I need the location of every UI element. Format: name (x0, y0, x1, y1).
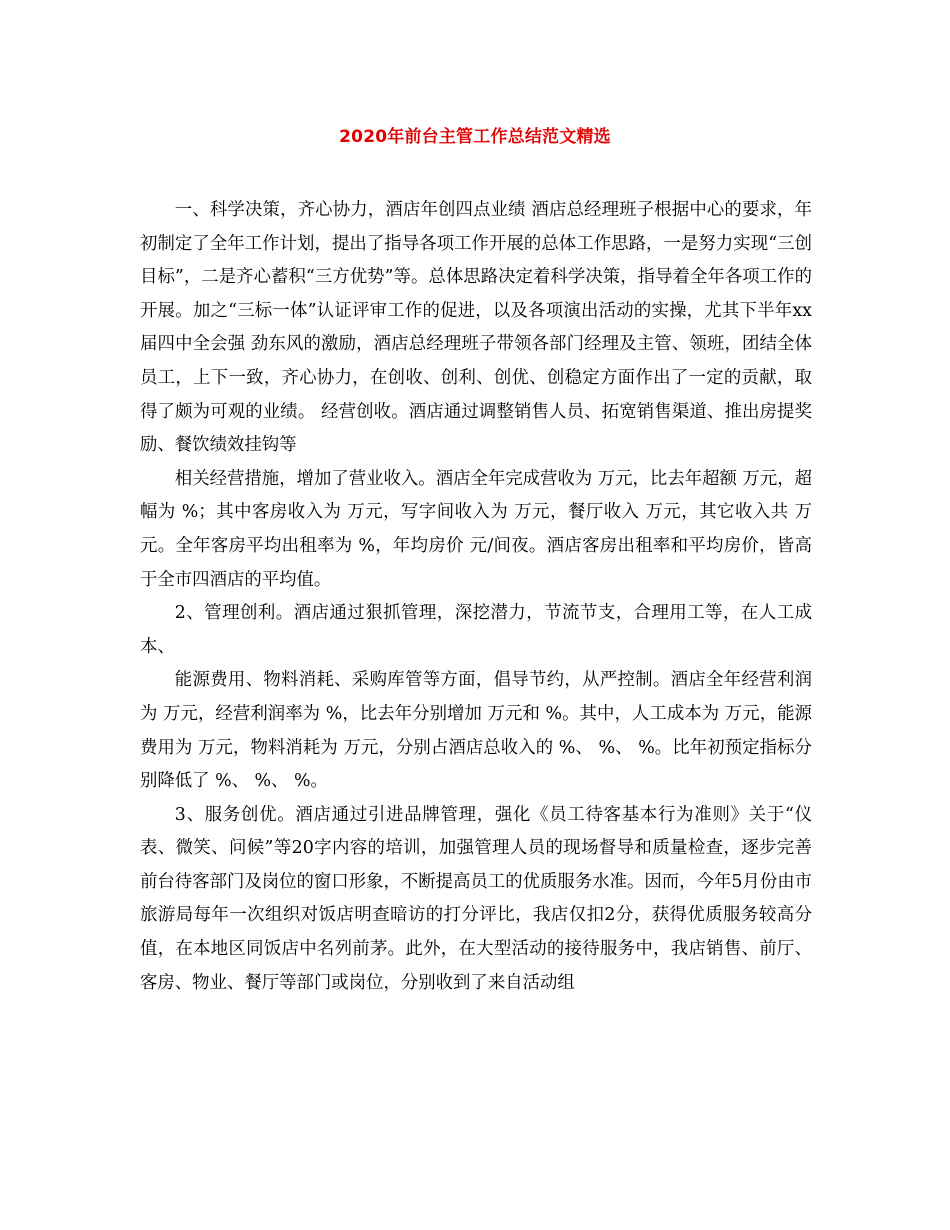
paragraph-2: 相关经营措施，增加了营业收入。酒店全年完成营收为 万元，比去年超额 万元，超幅为 %；其中客房收入为 万元，写字间收入为 万元，餐厅收入 万元，其它收入共 万元。全年客房平均出租率为 %，年均房价 元/间夜。酒店客房出租率和平均房价，皆高于全市四酒店的平均值。 (140, 468, 812, 590)
paragraph-4: 能源费用、物料消耗、采购库管等方面，倡导节约，从严控制。酒店全年经营利润为 万元，经营利润率为 %，比去年分别增加 万元和 %。其中，人工成本为 万元，能源费用为 万元，物料消耗为 万元，分别占酒店总收入的 %、 %、 %。比年初预定指标分别降低了 %、 %、 %。 (140, 670, 812, 792)
document-body (140, 194, 812, 1000)
paragraph-1: 一、科学决策，齐心协力，酒店年创四点业绩 酒店总经理班子根据中心的要求，年初制定了全年工作计划，提出了指导各项工作开展的总体工作思路，一是努力实现“三创目标”，二是齐心蓄积“三方优势”等。总体思路决定着科学决策，指导着全年各项工作的开展。加之“三标一体”认证评审工作的促进，以及各项演出活动的实操，尤其下半年xx届四中全会强 劲东风的激励，酒店总经理班子带领各部门经理及主管、领班，团结全体员工，上下一致，齐心协力，在创收、创利、创优、创稳定方面作出了一定的贡献，取得了颇为可观的业绩。 经营创收。酒店通过调整销售人员、拓宽销售渠道、推出房提奖励、餐饮绩效挂钩等 (140, 200, 812, 456)
paragraph-5: 3、服务创优。酒店通过引进品牌管理，强化《员工待客基本行为准则》关于“仪表、微笑、问候”等20字内容的培训，加强管理人员的现场督导和质量检查，逐步完善前台待客部门及岗位的窗口形象，不断提高员工的优质服务水准。因而，今年5月份由市旅游局每年一次组织对饭店明查暗访的打分评比，我店仅扣2分，获得优质服务较高分值，在本地区同饭店中名列前茅。此外，在大型活动的接待服务中，我店销售、前厅、客房、物业、餐厅等部门或岗位，分别收到了来自活动组 (140, 804, 812, 993)
document-title: 2020年前台主管工作总结范文精选 (339, 127, 611, 147)
paragraph-3: 2、管理创利。酒店通过狠抓管理，深挖潜力，节流节支，合理用工等，在人工成本、 (140, 603, 812, 657)
